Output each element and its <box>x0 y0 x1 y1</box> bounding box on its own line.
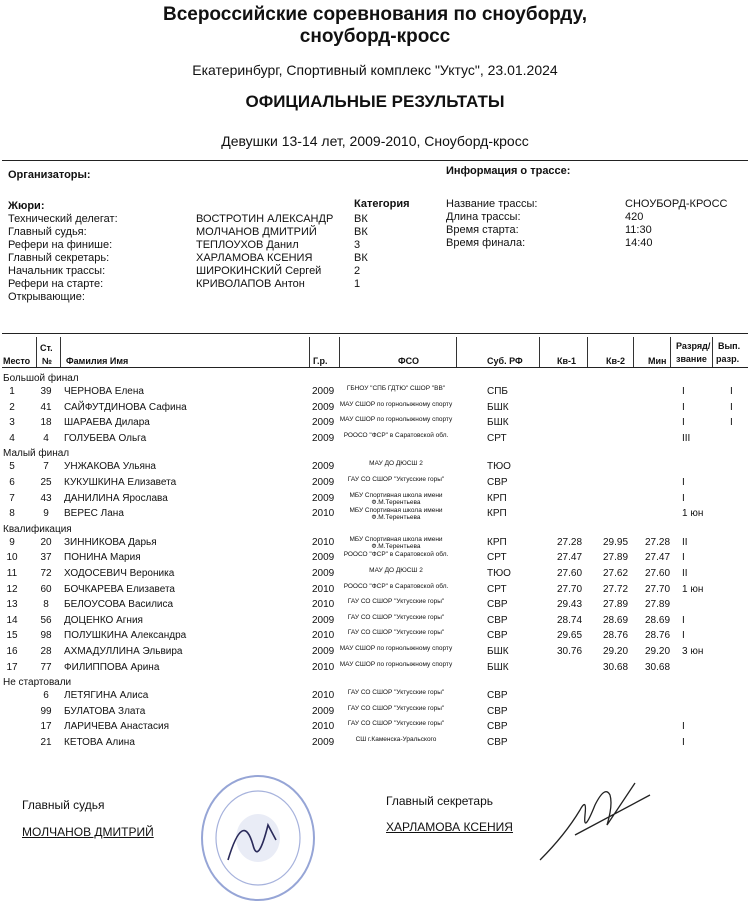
cell-bib: 9 <box>43 508 49 520</box>
cell-year: 2009 <box>312 737 335 748</box>
cell-name: БЕЛОУСОВА Василиса <box>64 599 174 611</box>
cell-fso: ГАУ СО СШОР "Уктусские горы" <box>347 720 445 728</box>
cell-place: 1 <box>9 386 15 397</box>
jury-role: Начальник трассы: <box>8 265 106 277</box>
cell-place: 2 <box>9 401 15 413</box>
col-year: Г.р. <box>313 356 328 366</box>
table-header-divider <box>2 367 748 368</box>
cell-q2: 29.20 <box>603 646 629 657</box>
cell-fso: ГБНОУ "СПБ ГДТЮ" СШОР "ВВ" <box>346 385 446 392</box>
cell-name: АХМАДУЛЛИНА Эльвира <box>64 646 183 657</box>
cell-name: БУЛАТОВА Злата <box>64 705 146 717</box>
cell-region: СВР <box>487 614 508 626</box>
jury-role: Рефери на финише: <box>8 239 113 251</box>
cell-q1: 29.43 <box>557 599 583 611</box>
col-region: Суб. РФ <box>487 356 523 366</box>
jury-category: ВК <box>354 213 368 225</box>
col-rank: звание <box>676 354 707 364</box>
cell-bib: 98 <box>40 630 52 642</box>
cell-year: 2010 <box>312 536 335 548</box>
cell-name: ФИЛИППОВА Арина <box>64 661 160 673</box>
cell-bib: 6 <box>43 690 49 702</box>
cell-fso: ГАУ СО СШОР "Уктусские горы" <box>347 613 445 621</box>
cell-rank: I <box>682 614 685 626</box>
cell-q1: 27.28 <box>557 536 583 548</box>
track-value: 11:30 <box>625 224 652 236</box>
cell-bib: 72 <box>40 568 52 579</box>
jury-name: МОЛЧАНОВ ДМИТРИЙ <box>196 226 317 238</box>
jury-name: КРИВОЛАПОВ Антон <box>196 278 305 290</box>
cell-q2: 30.68 <box>603 661 629 673</box>
cell-rank: I <box>682 386 685 397</box>
cell-year: 2009 <box>312 386 335 397</box>
official-stamp-icon <box>198 770 318 905</box>
cell-place: 15 <box>6 630 18 642</box>
official-results-heading: ОФИЦИАЛЬНЫЕ РЕЗУЛЬТАТЫ <box>245 92 505 111</box>
col-rank-top: Разряд/ <box>676 341 711 351</box>
cell-min: 27.60 <box>645 568 671 579</box>
cell-place: 9 <box>9 536 15 548</box>
cell-q1: 30.76 <box>557 646 583 657</box>
cell-region: БШК <box>487 401 509 413</box>
cell-rank: I <box>682 477 685 488</box>
cell-bib: 99 <box>40 705 52 717</box>
col-divider <box>587 337 588 367</box>
jury-role: Рефери на старте: <box>8 278 104 290</box>
category-line: Девушки 13-14 лет, 2009-2010, Сноуборд-кросс <box>221 133 529 149</box>
cell-bib: 18 <box>40 417 52 429</box>
group-title: Большой финал <box>3 373 79 384</box>
col-fso: ФСО <box>398 356 419 366</box>
cell-name: ВЕРЕС Лана <box>64 508 124 520</box>
cell-bib: 37 <box>40 552 52 564</box>
cell-year: 2009 <box>312 432 335 444</box>
cell-year: 2009 <box>312 646 335 657</box>
cell-bib: 8 <box>43 599 49 611</box>
secretary-label: Главный секретарь <box>386 794 493 808</box>
cell-bib: 7 <box>43 461 49 473</box>
jury-role: Главный секретарь: <box>8 252 110 264</box>
cell-place: 14 <box>6 614 18 626</box>
cell-year: 2009 <box>312 568 335 579</box>
cell-bib: 41 <box>40 401 52 413</box>
col-divider <box>36 337 37 367</box>
jury-name: ШИРОКИНСКИЙ Сергей <box>196 265 322 277</box>
cell-year: 2009 <box>312 614 335 626</box>
cell-place: 4 <box>9 432 15 444</box>
cell-bib: 28 <box>40 646 52 657</box>
jury-name: ВОСТРОТИН АЛЕКСАНДР <box>196 213 334 225</box>
cell-fso: ГАУ СО СШОР "Уктусские горы" <box>347 476 445 483</box>
col-bib: № <box>42 356 53 366</box>
cell-place: 6 <box>9 477 15 488</box>
cell-year: 2010 <box>312 721 335 733</box>
track-value: 14:40 <box>625 237 653 249</box>
col-divider <box>633 337 634 367</box>
track-label: Время финала: <box>446 237 526 249</box>
secretary-name: ХАРЛАМОВА КСЕНИЯ <box>386 820 513 834</box>
title-line-1: Всероссийские соревнования по сноуборду, <box>162 4 588 25</box>
cell-region: КРП <box>487 508 507 520</box>
cell-name: ЛЕТЯГИНА Алиса <box>64 690 149 702</box>
cell-q2: 27.62 <box>603 568 629 579</box>
cell-region: БШК <box>487 661 509 673</box>
track-label: Название трассы: <box>446 198 538 210</box>
cell-q2: 27.89 <box>603 599 629 611</box>
cell-region: БШК <box>487 646 509 657</box>
cell-bib: 43 <box>40 492 52 504</box>
cell-min: 28.76 <box>645 630 671 642</box>
cell-place: 10 <box>6 552 18 564</box>
cell-region: СВР <box>487 630 508 642</box>
cell-q1: 27.47 <box>557 552 583 564</box>
cell-fso: РООСО "ФСР" в Саратовской обл. <box>343 551 449 559</box>
col-divider <box>309 337 310 367</box>
chief-judge-label: Главный судья <box>22 798 105 812</box>
cell-fso: РООСО "ФСР" в Саратовской обл. <box>343 582 449 590</box>
cell-region: СВР <box>487 737 508 748</box>
cell-rank: III <box>682 432 691 444</box>
cell-year: 2010 <box>312 661 335 673</box>
jury-category: 3 <box>354 239 361 251</box>
cell-rank: I <box>682 630 685 642</box>
jury-category-header: Категория <box>354 198 410 210</box>
cell-rank: 1 юн <box>682 508 704 520</box>
cell-fso: МАУ СШОР по горнолыжному спорту <box>339 645 453 652</box>
cell-year: 2009 <box>312 417 335 429</box>
cell-q1: 27.60 <box>557 568 583 579</box>
col-vyp-top: Вып. <box>718 341 741 351</box>
cell-rank: I <box>682 721 685 733</box>
cell-name: ДАНИЛИНА Ярослава <box>64 492 168 504</box>
cell-name: САЙФУТДИНОВА Сафина <box>64 401 187 413</box>
cell-year: 2010 <box>312 508 335 520</box>
jury-role: Технический делегат: <box>8 213 118 225</box>
cell-fso: ГАУ СО СШОР "Уктусские горы" <box>347 704 445 712</box>
cell-place: 3 <box>9 417 15 429</box>
cell-vyp: I <box>730 386 733 397</box>
cell-name: ЛАРИЧЕВА Анастасия <box>64 721 169 733</box>
cell-place: 7 <box>9 492 15 504</box>
cell-q2: 29.95 <box>603 536 629 548</box>
cell-name: ДОЦЕНКО Агния <box>64 614 143 626</box>
cell-region: ТЮО <box>487 568 511 579</box>
cell-rank: I <box>682 737 685 748</box>
cell-q1: 27.70 <box>557 583 583 595</box>
group-title: Малый финал <box>3 448 70 460</box>
cell-q2: 27.72 <box>603 583 629 595</box>
track-info-title: Информация о трассе: <box>446 165 571 177</box>
cell-min: 30.68 <box>645 661 671 673</box>
col-divider <box>60 337 61 367</box>
cell-min: 28.69 <box>645 614 671 626</box>
col-min: Мин <box>648 356 667 366</box>
cell-min: 27.28 <box>645 536 671 548</box>
cell-fso: МАУ ДО ДЮСШ 2 <box>369 567 423 574</box>
col-bib-top: Ст. <box>40 343 53 353</box>
cell-region: СРТ <box>487 552 507 564</box>
cell-rank: I <box>682 401 685 413</box>
cell-fso: МБУ Спортивная школа имени Ф.М.Терентьева <box>349 535 443 550</box>
cell-fso: МАУ ДО ДЮСШ 2 <box>369 460 423 468</box>
col-divider <box>712 337 713 367</box>
cell-name: КУКУШКИНА Елизавета <box>64 477 177 488</box>
cell-region: СВР <box>487 477 508 488</box>
cell-min: 27.89 <box>645 599 671 611</box>
secretary-signature-icon <box>535 775 665 865</box>
cell-place: 12 <box>6 583 18 595</box>
cell-fso: МАУ СШОР по горнолыжному спорту <box>339 660 453 668</box>
track-label: Длина трассы: <box>446 211 521 223</box>
cell-year: 2009 <box>312 461 335 473</box>
col-divider <box>670 337 671 367</box>
jury-category: ВК <box>354 226 368 238</box>
cell-year: 2010 <box>312 630 335 642</box>
cell-bib: 60 <box>40 583 52 595</box>
cell-name: ГОЛУБЕВА Ольга <box>64 432 147 444</box>
cell-year: 2009 <box>312 492 335 504</box>
group-title: Квалификация <box>3 523 72 535</box>
organizers-title: Организаторы: <box>8 169 91 181</box>
cell-fso: МАУ СШОР по горнолыжному спорту <box>339 416 453 424</box>
col-vyp: разр. <box>716 354 740 364</box>
col-q1: Кв-1 <box>557 356 577 366</box>
cell-vyp: I <box>730 417 733 429</box>
col-divider <box>456 337 457 367</box>
col-place: Место <box>3 356 31 366</box>
col-q2: Кв-2 <box>606 356 626 366</box>
cell-rank: I <box>682 492 685 504</box>
cell-region: СРТ <box>487 432 507 444</box>
cell-bib: 39 <box>40 386 52 397</box>
jury-role: Главный судья: <box>8 226 87 238</box>
cell-min: 27.70 <box>645 583 671 595</box>
cell-year: 2010 <box>312 583 335 595</box>
cell-fso: МБУ Спортивная школа имени Ф.М.Терентьева <box>349 491 443 506</box>
cell-place: 13 <box>6 599 18 611</box>
cell-year: 2009 <box>312 401 335 413</box>
cell-q2: 28.69 <box>603 614 629 626</box>
cell-region: ТЮО <box>487 461 511 473</box>
cell-region: БШК <box>487 417 509 429</box>
cell-q1: 29.65 <box>557 630 583 642</box>
jury-category: 2 <box>354 265 361 277</box>
cell-q1: 28.74 <box>557 614 583 626</box>
cell-fso: МБУ Спортивная школа имени Ф.М.Терентьева <box>349 507 443 522</box>
cell-name: КЕТОВА Алина <box>64 737 135 748</box>
cell-name: ЧЕРНОВА Елена <box>64 386 144 397</box>
cell-bib: 20 <box>40 536 52 548</box>
cell-region: СВР <box>487 690 508 702</box>
cell-bib: 4 <box>43 432 49 444</box>
cell-region: СВР <box>487 705 508 717</box>
cell-fso: МАУ СШОР по горнолыжному спорту <box>339 400 453 408</box>
venue-line: Екатеринбург, Спортивный комплекс "Уктус", 23.01.2024 <box>192 62 558 78</box>
cell-region: СВР <box>487 599 508 611</box>
col-divider <box>339 337 340 367</box>
cell-vyp: I <box>730 401 733 413</box>
cell-fso: РООСО "ФСР" в Саратовской обл. <box>343 431 449 439</box>
cell-year: 2009 <box>312 705 335 717</box>
cell-year: 2009 <box>312 552 335 564</box>
cell-place: 17 <box>6 661 18 673</box>
cell-rank: II <box>682 536 688 548</box>
cell-rank: II <box>682 568 688 579</box>
cell-bib: 21 <box>40 737 52 748</box>
jury-title: Жюри: <box>8 200 45 212</box>
cell-min: 29.20 <box>645 646 671 657</box>
cell-fso: СШ г.Каменска-Уральского <box>355 736 437 743</box>
cell-region: СПБ <box>487 386 508 397</box>
cell-bib: 25 <box>40 477 52 488</box>
cell-name: БОЧКАРЕВА Елизавета <box>64 583 175 595</box>
jury-role: Открывающие: <box>8 291 85 303</box>
cell-name: ШАРАЕВА Дилара <box>64 417 150 429</box>
cell-region: СРТ <box>487 583 507 595</box>
track-value: СНОУБОРД-КРОСС <box>625 198 728 210</box>
cell-name: ПОНИНА Мария <box>64 552 141 564</box>
cell-name: ЗИННИКОВА Дарья <box>64 536 157 548</box>
cell-rank: I <box>682 417 685 429</box>
cell-name: ХОДОСЕВИЧ Вероника <box>64 568 175 579</box>
cell-fso: ГАУ СО СШОР "Уктусские горы" <box>347 598 445 606</box>
cell-rank: I <box>682 552 685 564</box>
cell-region: КРП <box>487 536 507 548</box>
jury-name: ХАРЛАМОВА КСЕНИЯ <box>196 252 313 264</box>
cell-q2: 28.76 <box>603 630 629 642</box>
table-top-divider <box>2 333 748 334</box>
jury-category: ВК <box>354 252 368 264</box>
cell-min: 27.47 <box>645 552 671 564</box>
jury-name: ТЕПЛОУХОВ Данил <box>196 239 299 251</box>
cell-place: 11 <box>6 568 18 579</box>
track-label: Время старта: <box>446 224 519 236</box>
cell-q2: 27.89 <box>603 552 629 564</box>
cell-year: 2010 <box>312 599 335 611</box>
cell-year: 2010 <box>312 690 335 702</box>
top-divider <box>2 160 748 161</box>
cell-name: ПОЛУШКИНА Александра <box>64 630 187 642</box>
jury-category: 1 <box>354 278 361 290</box>
cell-bib: 56 <box>40 614 52 626</box>
track-value: 420 <box>625 211 644 223</box>
cell-rank: 3 юн <box>682 646 704 657</box>
cell-bib: 17 <box>40 721 52 733</box>
cell-rank: 1 юн <box>682 583 704 595</box>
col-divider <box>539 337 540 367</box>
cell-place: 5 <box>9 461 15 473</box>
col-name: Фамилия Имя <box>66 356 129 366</box>
group-title: Не стартовали <box>3 677 72 689</box>
cell-year: 2009 <box>312 477 335 488</box>
cell-fso: ГАУ СО СШОР "Уктусские горы" <box>347 689 445 697</box>
title-line-2: сноуборд-кросс <box>299 26 451 47</box>
cell-fso: ГАУ СО СШОР "Уктусские горы" <box>347 629 445 637</box>
cell-place: 16 <box>6 646 18 657</box>
cell-bib: 77 <box>40 661 52 673</box>
cell-place: 8 <box>9 508 15 520</box>
cell-region: КРП <box>487 492 507 504</box>
cell-name: УНЖАКОВА Ульяна <box>64 461 156 473</box>
cell-region: СВР <box>487 721 508 733</box>
chief-judge-name: МОЛЧАНОВ ДМИТРИЙ <box>22 825 154 839</box>
